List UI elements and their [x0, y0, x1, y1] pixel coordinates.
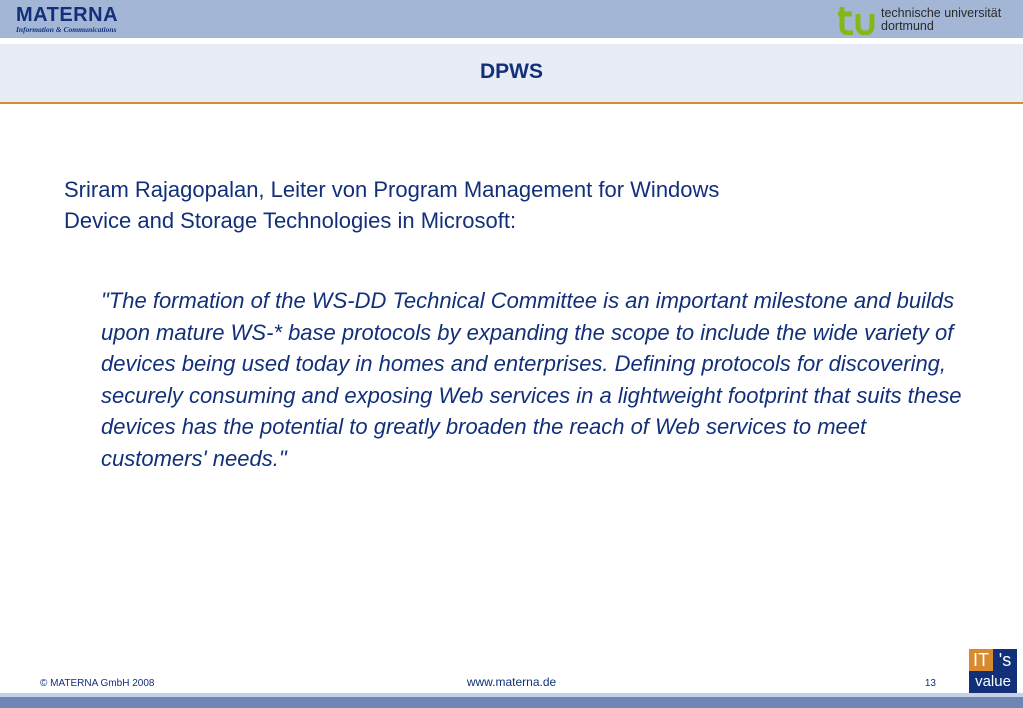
- tu-logo-line2: dortmund: [881, 19, 934, 33]
- materna-logo-name: MATERNA: [16, 4, 119, 26]
- page-number: 13: [924, 678, 936, 689]
- title-divider: [0, 102, 1023, 104]
- slide-title: DPWS: [480, 60, 543, 83]
- tu-logo-line1: technische universität: [881, 6, 1002, 20]
- footer-rule-dark: [0, 697, 1023, 708]
- its-value-badge: [969, 649, 1017, 693]
- tu-dortmund-logo: [838, 4, 1018, 36]
- badge-s: 's: [993, 649, 1017, 671]
- footer-copyright: © MATERNA GmbH 2008: [40, 678, 155, 689]
- tu-logo-text: [881, 7, 1001, 33]
- intro-text: Sriram Rajagopalan, Leiter von Program Management for Windows Device and Storage Technologies in Microsoft:: [64, 177, 720, 233]
- footer-url: www.materna.de: [466, 675, 557, 689]
- badge-it: IT: [969, 649, 993, 671]
- materna-logo: [16, 4, 136, 36]
- materna-logo-tagline: Information & Communications: [16, 25, 117, 34]
- quote-text: "The formation of the WS-DD Technical Committee is an important milestone and builds upon mature WS-* base protocols by expanding the scope to include the wide variety of devices being used today in homes and enterprises. Defining protocols for discovering, securely consuming and exposing Web services in a lightweight footprint that suits these devices has the potential to greatly broaden the reach of Web services to meet customers' needs.": [101, 288, 962, 471]
- tu-logo-mark: [838, 5, 876, 35]
- badge-value: value: [969, 671, 1017, 693]
